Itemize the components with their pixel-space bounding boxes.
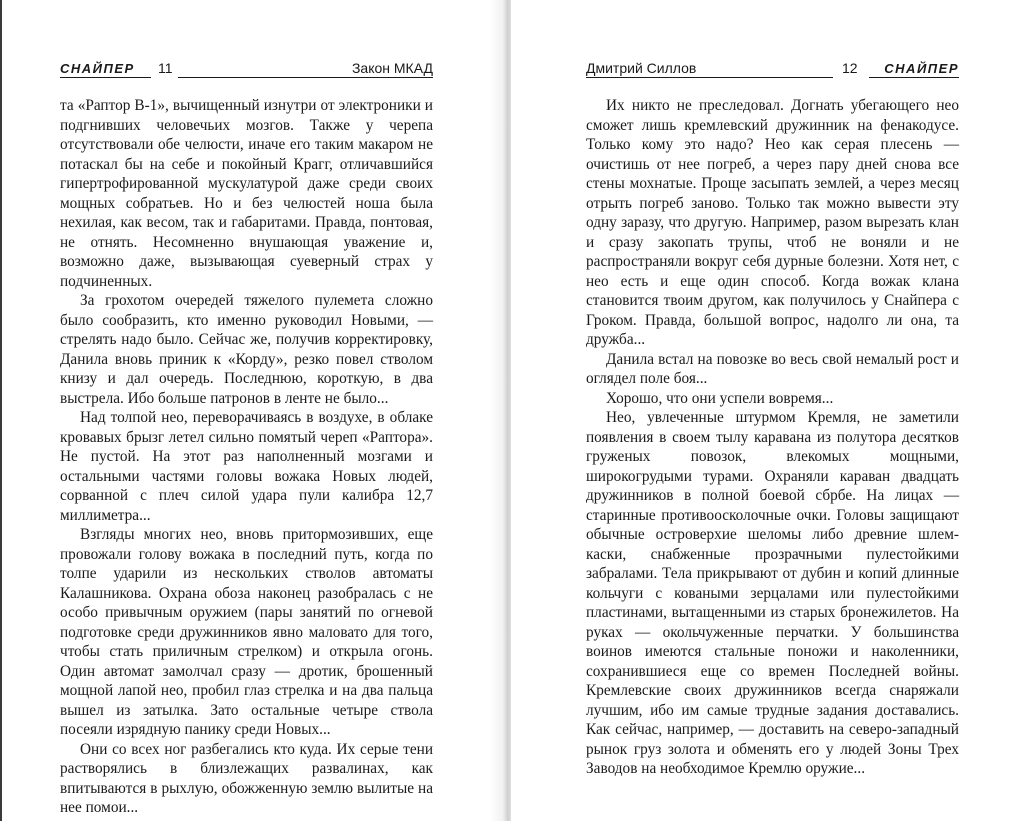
right-header-rule-long <box>586 77 833 78</box>
left-page <box>0 0 505 821</box>
left-paragraph: та «Раптор В-1», вычищенный изнутри от электроники и подгнивших человечьих мозгов. Также у черепа отсутствовали обе челюсти, иначе его таким макаром не потаскал бы на себе и покойный Крагг, отличавшийся гипертрофированной мускулатурой даже среди своих мощных собратьев. Но и без челюстей ноша была нехилая, как весом, так и габаритами. Правда, понтовая, не отнять. Несомненно внушающая уважение и, возможно даже, вызывающая суеверный страх у подчиненных. <box>60 97 433 290</box>
right-paragraph: Их никто не преследовал. Догнать убегающего нео сможет лишь кремлевский дружинник на фенакодусе. Только кому это надо? Нео как серая плесень — очистишь от нее погреб, а через пару дней снова все стены мохнатые. Проще засыпать землей, а через месяц отрыть погреб заново. Только так можно вывести эту одну заразу, что другую. Например, разом вырезать клан и сразу закопать трупы, чтоб не воняли и не распространяли вокруг себя дурные болезни. Хотя нет, с нео есть и еще один способ. Когда вожак клана становится твоим другом, как получилось у Снайпера с Гроком. Правда, большой вопрос, надолго ли она, та дружба... <box>586 97 959 348</box>
right-paragraph: Хорошо, что они успели вовремя... <box>606 389 834 407</box>
right-running-header <box>586 60 959 80</box>
right-paragraph: Данила встал на повозке во весь свой немалый рост и оглядел поле боя... <box>586 350 959 387</box>
left-paragraph: Они со всех ног разбегались кто куда. Их серые тени растворялись в близлежащих развалинах, как впитываются в рыхлую, обожженную землю вылитые на нее помои... <box>60 740 433 816</box>
right-header-author: Дмитрий Силлов <box>586 60 697 76</box>
left-page-number: 11 <box>158 60 173 76</box>
left-header-series: СНАЙПЕР <box>60 61 135 76</box>
left-header-rule-short <box>60 77 151 78</box>
left-body-text <box>60 96 433 818</box>
left-paragraph: Взгляды многих нео, вновь притормозивших, еще провожали голову вожака в последний путь, когда по толпе ударили из нескольких стволов автоматы Калашникова. Охрана обоза наконец разобралась с не особо привычным оружием (пары занятий по огневой подготовке среди дружинников явно маловато для того, чтобы стать приличным стрелком) и открыла огонь. Один автомат замолчал сразу — дротик, брошенный мощной лапой нео, пробил глаз стрелка и на два пальца вышел из затылка. Зато остальные четыре ствола посеяли изрядную панику среди Новых... <box>60 526 433 738</box>
left-running-header <box>60 60 433 80</box>
left-header-title: Закон МКАД <box>351 60 433 76</box>
right-header-rule-short <box>869 77 959 78</box>
left-header-rule-long <box>178 77 433 78</box>
right-page-number: 12 <box>842 60 858 76</box>
right-header-series: СНАЙПЕР <box>884 61 959 76</box>
left-paragraph: За грохотом очередей тяжелого пулемета сложно было сообразить, кто именно руководил Новыми, — стрелять надо было. Сейчас же, получив корректировку, Данила вновь приник к «Корду», резко повел стволом книзу и дал очередь. Последнюю, короткую, в два выстрела. Ибо больше патронов в ленте не было... <box>60 292 433 407</box>
right-paragraph: Нео, увлеченные штурмом Кремля, не заметили появления в своем тылу каравана из полутора десятков груженых повозок, влекомых мощными, широкогрудыми турами. Охраняли караван двадцать дружинников в полной боевой сбрбе. На лицах — старинные противоосколочные очки. Головы защищают обычные островерхие шеломы либо древние шлем-каски, снабженные прозрачными пулестойкими забралами. Тела прикрывают от дубин и копий длинные кольчуги с коваными зерцалами или пулестойкими пластинами, вытащенными из старых бронежилетов. На руках — окольчуженные перчатки. У большинства воинов имеются стальные поножи и наколенники, сохранившиеся еще со времен Последней войны. Кремлевские своих дружинников всегда снаряжали лучшим, ибо им самые трудные задания доставались. Как сейчас, например, — доставить на северо-западный рынок груз золота и обменять его у людей Зоны Трех Заводов на необходимое Кремлю оружие... <box>586 409 959 777</box>
right-body-text <box>586 96 959 779</box>
right-page <box>511 0 1016 821</box>
left-paragraph: Над толпой нео, переворачиваясь в воздухе, в облаке кровавых брызг летел сильно помятый череп «Раптора». Не пустой. На этот раз наполненный мозгами и остальными частями головы вожака Новых людей, сорванной с плеч силой удара пули калибра 12,7 миллиметра... <box>60 409 433 524</box>
